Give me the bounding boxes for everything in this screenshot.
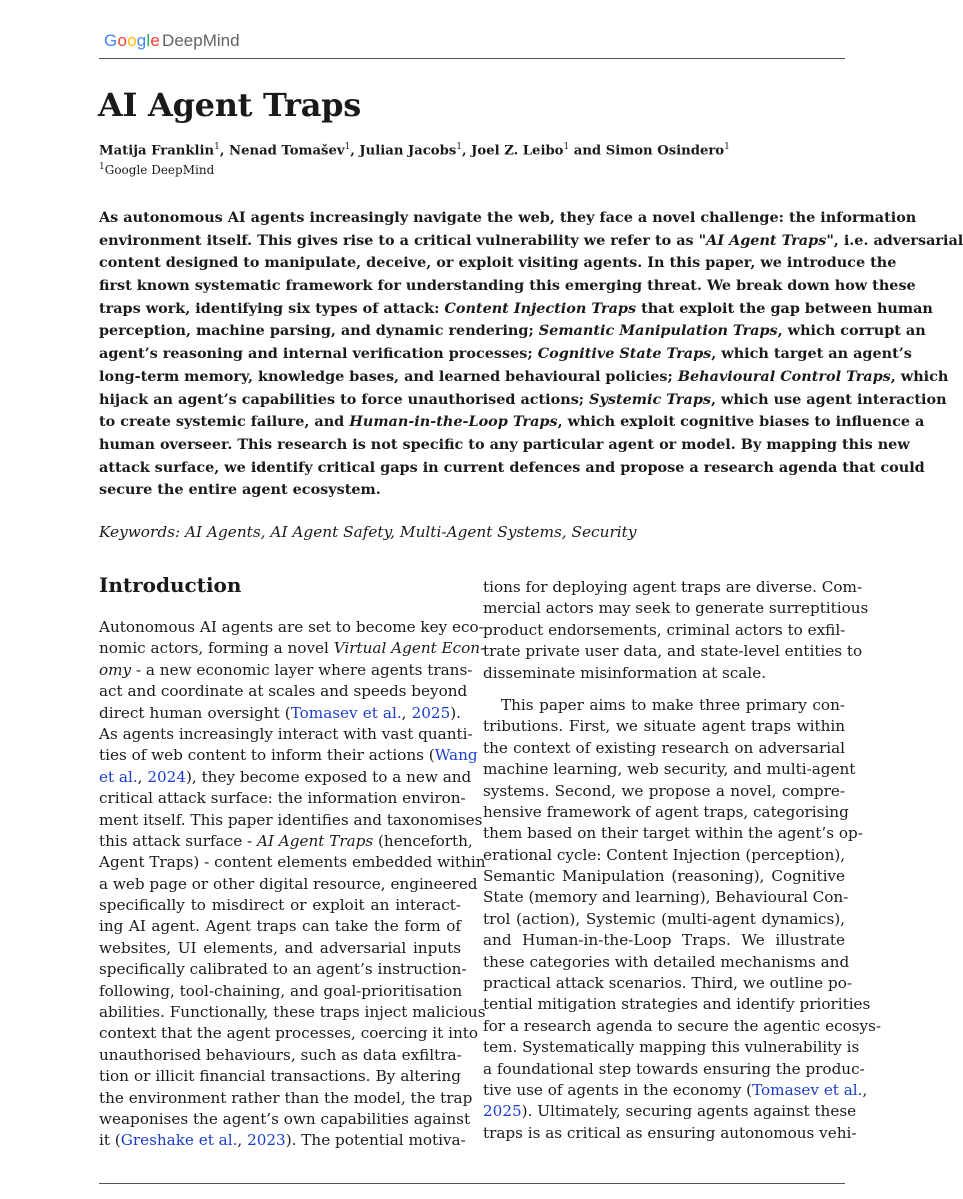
text-run: unauthorised behaviours, such as data exfiltra-: [99, 1045, 462, 1064]
citation-link[interactable]: Greshake et al.: [120, 1131, 238, 1150]
text-run: traps is as critical as ensuring autonomous vehi-: [483, 1123, 857, 1142]
text-run: websites, UI elements, and adversarial inputs: [99, 938, 461, 957]
body-line: [483, 909, 845, 930]
text-run: trol (action), Systemic (multi-agent dynamics),: [483, 909, 845, 928]
body-line: [483, 802, 849, 823]
text-run: for a research agenda to secure the agentic ecosys-: [483, 1016, 882, 1035]
abstract-line: [99, 389, 947, 412]
body-line: [99, 767, 472, 788]
text-run: hensive framework of agent traps, categorising: [483, 802, 849, 821]
text-run: , which corrupt an: [777, 322, 926, 340]
text-run: that exploit the gap between human: [636, 299, 933, 317]
text-run: tions for deploying agent traps are diverse. Com-: [483, 578, 863, 596]
header-rule: [99, 58, 845, 59]
text-run: traps work, identifying six types of attack:: [99, 299, 445, 317]
abstract-line: [99, 298, 933, 321]
body-line: [99, 938, 461, 959]
text-run: product endorsements, criminal actors to exfil-: [483, 620, 846, 639]
body-line: [483, 1059, 865, 1080]
body-line: [99, 745, 478, 766]
body-line: [99, 788, 466, 809]
body-line: [483, 716, 845, 737]
abstract-line: [99, 343, 912, 366]
paper-title: AI Agent Traps: [98, 86, 361, 124]
author-affiliation-marker: 1: [456, 142, 462, 152]
text-run: trate private user data, and state-level entities to: [483, 642, 863, 661]
citation-link[interactable]: 2025: [411, 703, 451, 722]
text-run: , which: [890, 367, 949, 385]
text-run: long-term memory, knowledge bases, and learned behavioural policies;: [99, 367, 678, 385]
text-run: tive use of agents in the economy (: [483, 1080, 753, 1099]
abstract-line: [99, 411, 925, 434]
deepmind-wordmark: DeepMind: [162, 31, 240, 50]
affiliation-marker: 1: [99, 162, 105, 172]
body-line: [99, 852, 486, 873]
google-letter: o: [127, 31, 137, 50]
body-line: [483, 1123, 857, 1144]
body-line: [483, 1101, 857, 1122]
abstract-line: [99, 457, 925, 480]
text-run: practical attack scenarios. Third, we outline po-: [483, 974, 852, 993]
body-line: [483, 823, 863, 844]
body-line: [99, 959, 467, 980]
text-run: environment itself. This gives rise to a critical vulnerability we refer to as ": [99, 231, 707, 249]
emphasis: AI Agent Traps: [257, 831, 374, 850]
body-line: [483, 577, 863, 598]
abstract-line: [99, 230, 963, 253]
text-run: the context of existing research on adversarial: [483, 738, 845, 757]
author-affiliation-marker: 1: [344, 142, 351, 152]
text-run: ment itself. This paper identifies and taxonomises: [99, 810, 483, 829]
text-run: ,: [137, 767, 148, 786]
body-line: [483, 663, 845, 684]
citation-link[interactable]: Tomasev et al.: [752, 1080, 863, 1099]
text-run: tion or illicit financial transactions. By altering: [99, 1067, 461, 1086]
emphasis: Virtual Agent Econ-: [333, 639, 486, 658]
google-letter: l: [146, 31, 151, 50]
affiliation-name: Google DeepMind: [104, 163, 215, 177]
abstract-line: [99, 434, 910, 457]
text-run: ,: [862, 1080, 868, 1099]
abstract-line: [99, 320, 926, 343]
body-line: [99, 1066, 461, 1087]
text-run: - a new economic layer where agents trans-: [131, 660, 473, 679]
body-line: [99, 724, 473, 745]
body-line: [99, 874, 478, 895]
text-run: ). The potential motiva-: [285, 1131, 466, 1150]
text-run: (henceforth,: [373, 831, 473, 850]
text-run: and Human-in-the-Loop Traps. We illustrate: [483, 931, 845, 950]
body-line: [483, 695, 845, 716]
text-run: mercial actors may seek to generate surreptitious: [483, 599, 869, 618]
text-run: a foundational step towards ensuring the produc-: [483, 1059, 865, 1078]
body-line: [483, 620, 845, 641]
body-line: [483, 1080, 868, 1101]
text-run: attack surface, we identify critical gaps in current defences and propose a research agenda that could: [99, 458, 925, 476]
text-run: secure the entire agent ecosystem.: [99, 481, 381, 499]
body-line: [99, 638, 486, 659]
abstract-line: [99, 479, 845, 502]
citation-link[interactable]: et al.: [99, 767, 138, 786]
body-line: [483, 781, 845, 802]
text-run: ). Ultimately, securing agents against these: [521, 1102, 857, 1121]
google-letter: e: [150, 31, 161, 50]
emphasis: Systemic Traps: [589, 390, 711, 408]
abstract: [99, 207, 963, 502]
author-affiliation-marker: 1: [214, 142, 220, 152]
text-run: first known systematic framework for understanding this emerging threat. We break down how these: [99, 277, 916, 295]
text-run: ), they become exposed to a new and: [185, 767, 472, 786]
text-run: Semantic Manipulation (reasoning), Cognitive: [483, 867, 845, 886]
text-run: following, tool-chaining, and goal-prioritisation: [99, 981, 463, 1000]
google-wordmark: [104, 31, 160, 50]
text-run: ,: [237, 1131, 248, 1150]
author-name: Julian Jacobs: [359, 143, 457, 159]
text-run: As autonomous AI agents increasingly navigate the web, they face a novel challenge: the information: [99, 209, 917, 226]
emphasis: Cognitive State Traps: [537, 345, 712, 363]
author-name: Joel Z. Leibo: [471, 143, 564, 159]
google-letter: g: [136, 31, 147, 50]
body-line: [99, 916, 461, 937]
text-run: disseminate misinformation at scale.: [483, 663, 767, 682]
paragraph-gap: [483, 684, 845, 695]
body-line: [99, 1002, 486, 1023]
text-run: tem. Systematically mapping this vulnerability is: [483, 1038, 860, 1057]
text-run: ing AI agent. Agent traps can take the form of: [99, 917, 461, 936]
text-run: specifically to misdirect or exploit an interact-: [99, 896, 461, 915]
text-run: nomic actors, forming a novel: [99, 639, 334, 658]
body-line: [483, 738, 845, 759]
body-line: [99, 703, 461, 724]
text-run: specifically calibrated to an agent’s instruction-: [99, 960, 467, 979]
body-line: [99, 660, 473, 681]
author-name: Matija Franklin: [99, 143, 215, 159]
abstract-line: [99, 275, 916, 298]
text-run: content designed to manipulate, deceive, or exploit visiting agents. In this paper, we introduce the: [99, 254, 897, 272]
body-line: [99, 831, 473, 852]
text-run: a web page or other digital resource, engineered: [99, 874, 478, 893]
body-line: [483, 759, 856, 780]
text-run: direct human oversight (: [99, 703, 291, 722]
text-run: ).: [450, 703, 462, 722]
left-column: [99, 617, 486, 1152]
google-deepmind-logo: [104, 31, 240, 51]
google-letter: o: [117, 31, 128, 50]
body-line: [483, 866, 845, 887]
text-run: human overseer. This research is not specific to any particular agent or model. By mapping this new: [99, 435, 910, 453]
body-line: [483, 1016, 882, 1037]
author-name: Simon Osindero: [605, 143, 725, 159]
footer-rule: [99, 1183, 845, 1184]
citation-link[interactable]: 2023: [247, 1131, 286, 1150]
text-run: , which exploit cognitive biases to influence a: [557, 413, 925, 431]
text-run: ,: [401, 703, 412, 722]
text-run: these categories with detailed mechanisms and: [483, 952, 850, 971]
body-line: [99, 895, 461, 916]
text-run: ties of web content to inform their actions (: [99, 746, 435, 765]
citation-link[interactable]: 2024: [147, 767, 186, 786]
abstract-line: [99, 252, 897, 275]
body-line: [483, 994, 871, 1015]
emphasis: AI Agent Traps: [706, 231, 827, 249]
text-run: tential mitigation strategies and identify priorities: [483, 995, 871, 1014]
text-run: State (memory and learning), Behavioural Con-: [483, 888, 849, 907]
text-run: agent’s reasoning and internal verification processes;: [99, 345, 538, 363]
text-run: Agent Traps) - content elements embedded within: [99, 853, 486, 872]
keywords: Keywords: AI Agents, AI Agent Safety, Multi-Agent Systems, Security: [99, 523, 637, 541]
abstract-line: [99, 207, 917, 230]
emphasis: Semantic Manipulation Traps: [538, 322, 778, 340]
text-run: tributions. First, we situate agent traps within: [483, 717, 845, 736]
text-run: , which target an agent’s: [711, 345, 912, 363]
affiliation: [99, 162, 214, 177]
text-run: this attack surface -: [99, 831, 258, 850]
body-line: [99, 1023, 478, 1044]
text-run: critical attack surface: the information environ-: [99, 789, 466, 808]
text-run: erational cycle: Content Injection (perception),: [483, 845, 846, 864]
text-run: perception, machine parsing, and dynamic rendering;: [99, 322, 539, 340]
author-affiliation-marker: 1: [724, 142, 730, 152]
section-heading-introduction: Introduction: [99, 573, 242, 597]
text-run: This paper aims to make three primary con-: [501, 695, 845, 714]
body-line: [483, 1037, 860, 1058]
text-run: to create systemic failure, and: [99, 413, 350, 431]
right-column: [483, 577, 882, 1144]
body-line: [483, 887, 849, 908]
google-letter: G: [104, 31, 118, 50]
body-line: [483, 845, 845, 866]
text-run: systems. Second, we propose a novel, compre-: [483, 781, 845, 800]
text-run: machine learning, web security, and multi-agent: [483, 760, 856, 779]
text-run: abilities. Functionally, these traps inject malicious: [99, 1003, 486, 1022]
author-name: Nenad Tomašev: [229, 143, 345, 159]
citation-link[interactable]: Wang: [434, 746, 478, 765]
text-run: weaponises the agent’s own capabilities against: [99, 1109, 471, 1128]
body-line: [483, 973, 852, 994]
emphasis: omy: [99, 660, 132, 679]
text-run: As agents increasingly interact with vast quanti-: [99, 724, 473, 743]
text-run: it (: [99, 1131, 121, 1150]
emphasis: Human-in-the-Loop Traps: [349, 413, 558, 431]
body-line: [483, 598, 869, 619]
citation-link[interactable]: 2025: [483, 1102, 522, 1121]
text-run: hijack an agent’s capabilities to force unauthorised actions;: [99, 390, 590, 408]
body-line: [483, 930, 845, 951]
body-line: [99, 981, 461, 1002]
author-affiliation-marker: 1: [563, 142, 570, 152]
text-run: them based on their target within the agent’s op-: [483, 824, 863, 843]
text-run: the environment rather than the model, the trap: [99, 1088, 473, 1107]
citation-link[interactable]: Tomasev et al.: [290, 703, 402, 722]
text-run: context that the agent processes, coercing it into: [99, 1024, 478, 1043]
body-line: [99, 681, 468, 702]
emphasis: Behavioural Control Traps: [677, 367, 891, 385]
body-line: [99, 617, 484, 638]
text-run: act and coordinate at scales and speeds beyond: [99, 682, 468, 701]
body-line: [99, 1109, 471, 1130]
abstract-line: [99, 366, 949, 389]
text-run: , which use agent interaction: [711, 390, 947, 408]
body-line: [483, 641, 863, 662]
text-run: Autonomous AI agents are set to become key eco-: [99, 618, 484, 636]
text-run: ", i.e. adversarial: [826, 231, 963, 249]
body-line: [99, 1130, 466, 1151]
body-line: [483, 952, 850, 973]
emphasis: Content Injection Traps: [444, 299, 637, 317]
body-line: [99, 1088, 473, 1109]
author-list: Matija Franklin$^1$, Nenad Tomašev$^1$, Julian Jacobs$^1$, Joel Z. Leibo$^1$ and Simon Osindero$^1$: [99, 142, 730, 159]
body-line: [99, 810, 483, 831]
body-line: [99, 1045, 461, 1066]
